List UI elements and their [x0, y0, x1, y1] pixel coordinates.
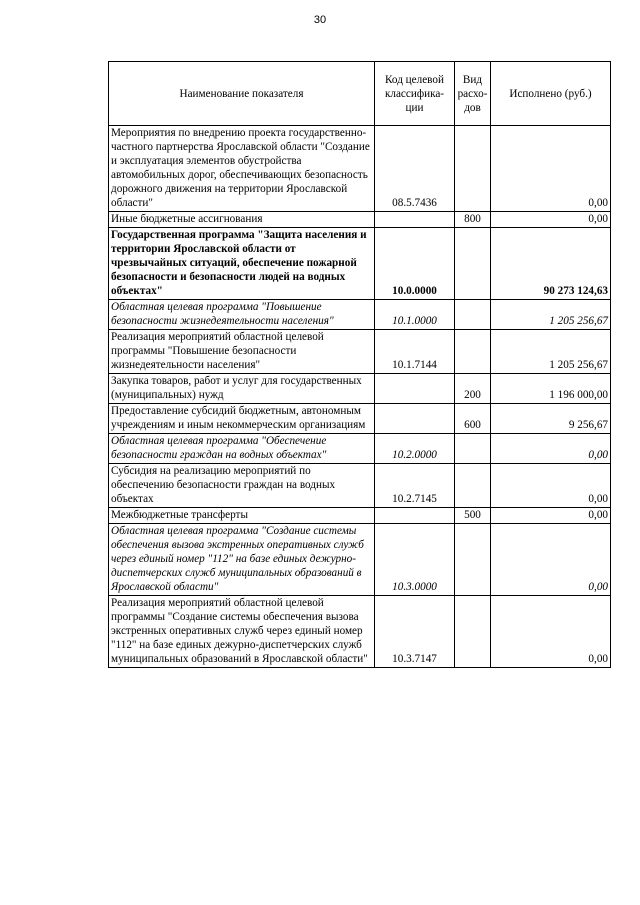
row-type-cell — [455, 228, 491, 300]
row-code-cell — [375, 508, 455, 524]
row-code-cell: 10.0.0000 — [375, 228, 455, 300]
row-code-cell: 10.2.7145 — [375, 464, 455, 508]
table-row — [109, 228, 611, 300]
row-type-cell: 800 — [455, 212, 491, 228]
page-number: 30 — [313, 14, 327, 26]
row-type-cell: 500 — [455, 508, 491, 524]
row-name-cell: Закупка товаров, работ и услуг для государственных (муниципальных) нужд — [109, 374, 375, 404]
row-code-cell: 10.1.7144 — [375, 330, 455, 374]
table-row — [109, 596, 611, 668]
row-type-cell — [455, 330, 491, 374]
budget-table — [108, 61, 611, 668]
row-code-cell: 10.3.7147 — [375, 596, 455, 668]
header-row — [109, 62, 611, 126]
row-amount-cell: 0,00 — [491, 524, 611, 596]
header-type: Вид расхо-дов — [455, 62, 491, 126]
table-row — [109, 374, 611, 404]
table-row — [109, 464, 611, 508]
row-code-cell: 08.5.7436 — [375, 126, 455, 212]
row-type-cell — [455, 126, 491, 212]
row-name-cell: Областная целевая программа "Обеспечение безопасности граждан на водных объектах" — [109, 434, 375, 464]
row-type-cell: 600 — [455, 404, 491, 434]
row-code-cell: 10.2.0000 — [375, 434, 455, 464]
row-amount-cell: 0,00 — [491, 464, 611, 508]
row-code-cell — [375, 374, 455, 404]
row-name-cell: Предоставление субсидий бюджетным, автономным учреждениям и иным некоммерческим организациям — [109, 404, 375, 434]
row-type-cell — [455, 596, 491, 668]
row-name-cell: Реализация мероприятий областной целевой программы "Повышение безопасности жизнедеятельности населения" — [109, 330, 375, 374]
table-row — [109, 434, 611, 464]
header-amount: Исполнено (руб.) — [491, 62, 611, 126]
table-row — [109, 126, 611, 212]
table-row — [109, 404, 611, 434]
row-amount-cell: 90 273 124,63 — [491, 228, 611, 300]
row-amount-cell: 1 205 256,67 — [491, 330, 611, 374]
row-amount-cell: 0,00 — [491, 596, 611, 668]
row-name-cell: Субсидия на реализацию мероприятий по обеспечению безопасности граждан на водных объектах — [109, 464, 375, 508]
row-type-cell — [455, 434, 491, 464]
row-code-cell: 10.1.0000 — [375, 300, 455, 330]
row-amount-cell: 0,00 — [491, 434, 611, 464]
row-code-cell — [375, 212, 455, 228]
row-name-cell: Мероприятия по внедрению проекта государственно-частного партнерства Ярославской области "Создание и эксплуатация элементов обустройства автомобильных дорог, обеспечивающих безопасность дорожного движения на территории Ярославской области" — [109, 126, 375, 212]
row-name-cell: Реализация мероприятий областной целевой программы "Создание системы обеспечения вызова экстренных оперативных служб через единый номер "112" на базе единых дежурно-диспетчерских служб муниципальных образований в Ярославской области" — [109, 596, 375, 668]
row-name-cell: Областная целевая программа "Повышение безопасности жизнедеятельности населения" — [109, 300, 375, 330]
row-amount-cell: 0,00 — [491, 126, 611, 212]
header-name: Наименование показателя — [109, 62, 375, 126]
table-row — [109, 524, 611, 596]
row-type-cell — [455, 464, 491, 508]
row-amount-cell: 0,00 — [491, 508, 611, 524]
row-amount-cell: 1 205 256,67 — [491, 300, 611, 330]
row-name-cell: Межбюджетные трансферты — [109, 508, 375, 524]
row-type-cell — [455, 524, 491, 596]
row-amount-cell: 1 196 000,00 — [491, 374, 611, 404]
row-type-cell: 200 — [455, 374, 491, 404]
row-amount-cell: 9 256,67 — [491, 404, 611, 434]
row-name-cell: Иные бюджетные ассигнования — [109, 212, 375, 228]
table-row — [109, 212, 611, 228]
row-code-cell: 10.3.0000 — [375, 524, 455, 596]
row-amount-cell: 0,00 — [491, 212, 611, 228]
table-row — [109, 300, 611, 330]
header-code: Код целевой классифика-ции — [375, 62, 455, 126]
row-code-cell — [375, 404, 455, 434]
row-type-cell — [455, 300, 491, 330]
table-row — [109, 330, 611, 374]
row-name-cell: Областная целевая программа "Создание системы обеспечения вызова экстренных оперативных служб через единый номер "112" на базе единых дежурно-диспетчерских служб муниципальных образований в Ярославской области" — [109, 524, 375, 596]
table-row — [109, 508, 611, 524]
row-name-cell: Государственная программа "Защита населения и территории Ярославской области от чрезвычайных ситуаций, обеспечение пожарной безопасности и безопасности людей на водных объектах" — [109, 228, 375, 300]
